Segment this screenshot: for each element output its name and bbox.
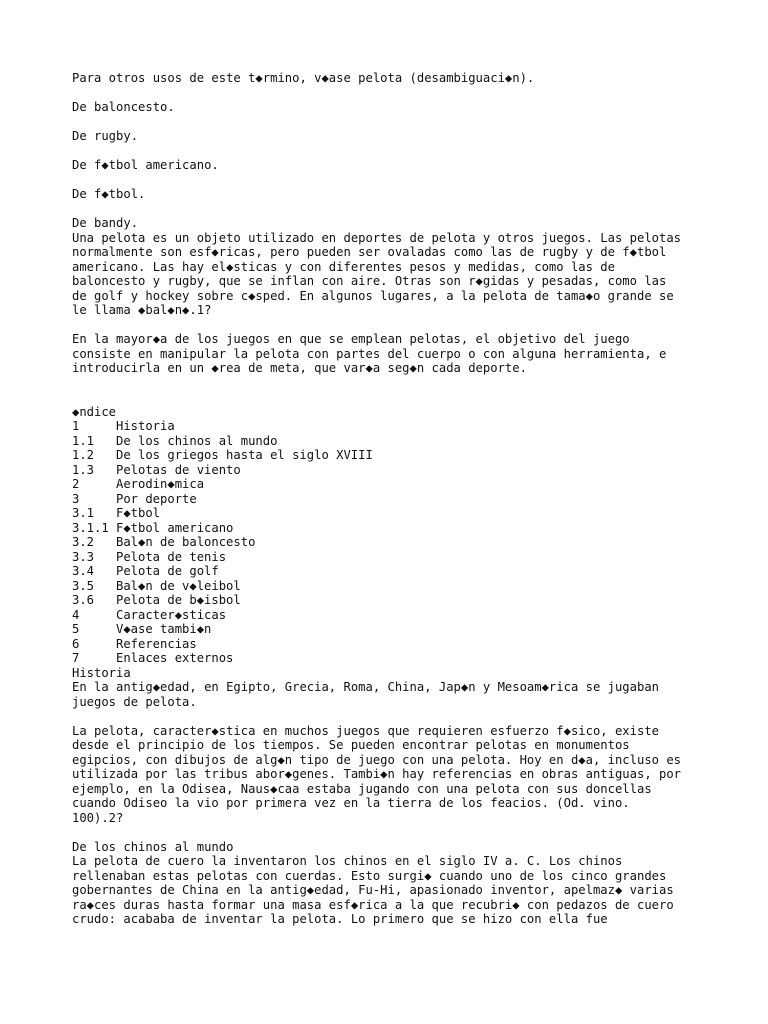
objective-paragraph: [72, 332, 712, 376]
toc-item[interactable]: [72, 579, 712, 594]
toc-item-label: Aerodin◆mica: [116, 477, 205, 491]
section-heading-chinos: De los chinos al mundo: [72, 839, 234, 854]
paragraph-line: Una pelota es un objeto utilizado en deportes de pelota y otros juegos. Las pelotas: [72, 230, 682, 245]
toc-item-label: Pelotas de viento: [116, 462, 241, 477]
toc-item-label: Bal◆n de v◆leibol: [116, 578, 241, 593]
paragraph-line: La pelota, caracter◆stica en muchos juegos que requieren esfuerzo f◆sico, existe: [72, 723, 659, 738]
paragraph-line: ra◆ces duras hasta formar una masa esf◆rica a la que recubri◆ con pedazos de cuero: [72, 897, 674, 912]
toc-item[interactable]: [72, 492, 712, 507]
toc-item-number: 3.6: [72, 593, 95, 607]
toc-item-number: 6: [72, 636, 80, 651]
paragraph-line: consiste en manipular la pelota con partes del cuerpo o con alguna herramienta, e: [72, 346, 667, 361]
toc-item[interactable]: [72, 564, 712, 579]
toc-item-number: 3.2: [72, 535, 95, 549]
intro-paragraph: [72, 231, 712, 318]
toc-item[interactable]: [72, 419, 712, 434]
toc-item[interactable]: [72, 535, 712, 550]
paragraph-line: ejemplo, en la Odisea, Naus◆caa estaba jugando con una pelota con sus doncellas: [72, 781, 652, 796]
toc-item-number: 3.4: [72, 564, 95, 578]
paragraph-line: introducirla en un ◆rea de meta, que var◆a seg◆n cada deporte.: [72, 361, 527, 375]
toc-item[interactable]: [72, 550, 712, 565]
paragraph-line: En la mayor◆a de los juegos en que se emplean pelotas, el objetivo del juego: [72, 332, 630, 346]
toc-item[interactable]: [72, 521, 712, 536]
toc-item-number: 3.3: [72, 549, 95, 564]
toc-item-number: 2: [72, 477, 80, 491]
toc-item-label: Por deporte: [116, 491, 197, 506]
toc-item-number: 3.1.1: [72, 520, 109, 535]
image-caption-bandy: De bandy.: [72, 216, 139, 230]
toc-item-label: De los griegos hasta el siglo XVIII: [116, 448, 373, 462]
toc-item[interactable]: [72, 477, 712, 492]
toc-item-label: Bal◆n de baloncesto: [116, 535, 256, 549]
historia-paragraph-1: [72, 680, 712, 709]
paragraph-line: utilizada por las tribus abor◆genes. Tambi◆n hay referencias en obras antiguas, por: [72, 767, 682, 781]
paragraph-line: La pelota de cuero la inventaron los chinos en el siglo IV a. C. Los chinos: [72, 854, 623, 868]
paragraph-line: de golf y hockey sobre c◆sped. En algunos lugares, a la pelota de tama◆o grande se: [72, 288, 674, 303]
image-caption-basketball: De baloncesto.: [72, 100, 175, 114]
toc-item-number: 5: [72, 622, 80, 636]
paragraph-line: egipcios, con dibujos de alg◆n tipo de juego con una pelota. Hoy en d◆a, incluso es: [72, 752, 682, 767]
section-heading-historia: Historia: [72, 665, 131, 680]
toc-item-number: 3.5: [72, 578, 95, 593]
toc-item-number: 1.2: [72, 448, 95, 462]
toc-item[interactable]: [72, 622, 712, 637]
toc-item-number: 3: [72, 491, 80, 506]
paragraph-line: En la antig◆edad, en Egipto, Grecia, Roma, China, Jap◆n y Mesoam◆rica se jugaban: [72, 680, 659, 694]
toc-item-label: V◆ase tambi◆n: [116, 622, 212, 636]
toc-item-label: Pelota de tenis: [116, 549, 227, 564]
toc-item-number: 3.1: [72, 506, 95, 520]
toc-item[interactable]: [72, 463, 712, 478]
toc-item-label: Caracter◆sticas: [116, 607, 227, 622]
toc-item[interactable]: [72, 506, 712, 521]
paragraph-line: normalmente son esf◆ricas, pero pueden ser ovaladas como las de rugby y de f◆tbol: [72, 245, 667, 259]
toc-item-label: Referencias: [116, 636, 197, 651]
toc-item[interactable]: [72, 593, 712, 608]
image-caption-rugby: De rugby.: [72, 129, 139, 143]
paragraph-line: americano. Las hay el◆sticas y con diferentes pesos y medidas, como las de: [72, 259, 615, 274]
toc-item-number: 1: [72, 419, 80, 433]
toc-title: ◆ndice: [72, 404, 117, 419]
toc-item-label: Enlaces externos: [116, 651, 234, 665]
toc-item-number: 4: [72, 607, 80, 622]
toc-item-label: F◆tbol americano: [116, 520, 234, 535]
document-page: [72, 71, 712, 927]
paragraph-line: cuando Odiseo la vio por primera vez en la tierra de los feacios. (Od. vino.: [72, 796, 630, 810]
paragraph-line: le llama ◆bal◆n◆.1?: [72, 303, 212, 317]
image-caption-american-football: De f◆tbol americano.: [72, 158, 219, 172]
toc-item-label: F◆tbol: [116, 506, 161, 520]
toc-item-label: Pelota de b◆isbol: [116, 593, 241, 607]
toc-item-number: 1.1: [72, 433, 95, 448]
toc-item-number: 1.3: [72, 462, 95, 477]
toc-item[interactable]: [72, 637, 712, 652]
toc-item[interactable]: [72, 434, 712, 449]
paragraph-line: gobernantes de China en la antig◆edad, Fu-Hi, apasionado inventor, apelmaz◆ varias: [72, 883, 674, 897]
chinos-paragraph: [72, 854, 712, 927]
image-caption-football: De f◆tbol.: [72, 187, 146, 201]
paragraph-line: desde el principio de los tiempos. Se pueden encontrar pelotas en monumentos: [72, 738, 630, 752]
toc-item[interactable]: [72, 608, 712, 623]
toc-item-number: 7: [72, 651, 80, 665]
paragraph-line: baloncesto y rugby, que se inflan con aire. Otras son r◆gidas y pesadas, como las: [72, 274, 667, 288]
toc-item[interactable]: [72, 651, 712, 666]
paragraph-line: juegos de pelota.: [72, 694, 197, 709]
disambiguation-note: Para otros usos de este t◆rmino, v◆ase pelota (desambiguaci◆n).: [72, 71, 535, 85]
paragraph-line: rellenaban estas pelotas con cuerdas. Esto surgi◆ cuando uno de los cinco grandes: [72, 868, 667, 883]
table-of-contents: [72, 405, 712, 666]
historia-paragraph-2: [72, 724, 712, 826]
toc-item-label: Historia: [116, 419, 175, 433]
toc-item-label: De los chinos al mundo: [116, 433, 278, 448]
paragraph-line: crudo: acababa de inventar la pelota. Lo primero que se hizo con ella fue: [72, 912, 608, 926]
toc-item[interactable]: [72, 448, 712, 463]
paragraph-line: 100).2?: [72, 810, 124, 825]
toc-item-label: Pelota de golf: [116, 564, 219, 578]
